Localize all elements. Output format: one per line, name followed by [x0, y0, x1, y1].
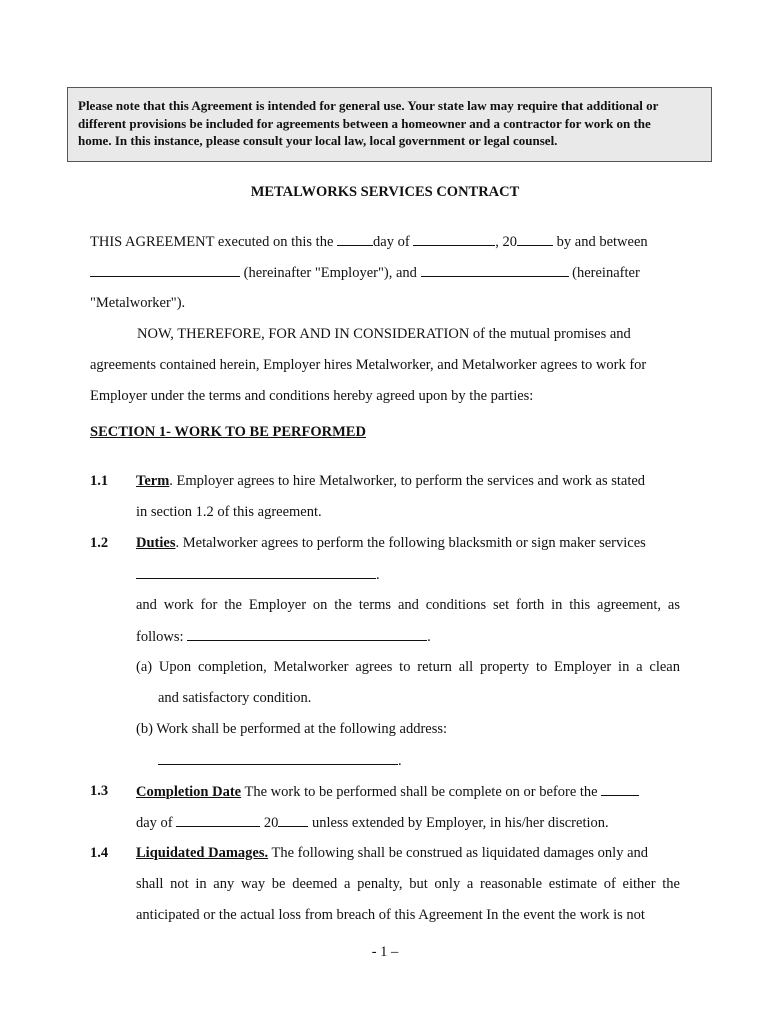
clause-1-3-line-2 — [136, 814, 609, 832]
employer-name-blank[interactable] — [90, 264, 240, 277]
intro-line-1 — [90, 233, 648, 251]
completion-month-blank[interactable] — [176, 814, 260, 827]
clause-1-3-number: 1.3 — [90, 783, 109, 799]
section-1-heading: SECTION 1- WORK TO BE PERFORMED — [90, 424, 366, 440]
services-blank-line: . — [136, 566, 380, 584]
clause-text: The following shall be construed as liquidated damages only and — [268, 845, 649, 861]
clause-1-4-title: Liquidated Damages. — [136, 845, 269, 861]
clause-text: The work to be performed shall be complete on or before the — [241, 784, 602, 800]
metalworker-name-blank[interactable] — [421, 264, 569, 277]
intro-text: by and between — [553, 234, 648, 250]
clause-1-1-line-1 — [136, 473, 645, 490]
clause-1-2-line-3: follows: . — [136, 629, 431, 645]
clause-1-1-title: Term — [136, 473, 170, 489]
document-title: METALWORKS SERVICES CONTRACT — [250, 184, 520, 200]
intro-line-6: Employer under the terms and conditions hereby agreed upon by the parties: — [90, 388, 534, 404]
year-blank[interactable] — [517, 233, 553, 246]
intro-text: (hereinafter "Employer"), and — [240, 265, 421, 281]
clause-1-2-line-1 — [136, 535, 646, 552]
general-use-notice-box — [67, 87, 712, 162]
clause-1-4-line-2: shall not in any way be deemed a penalty, but only a reasonable estimate of either the — [136, 876, 680, 892]
notice-line-2: different provisions be included for agreements between a homeowner and a contractor for work on the — [78, 115, 651, 131]
clause-1-1-line-2: in section 1.2 of this agreement. — [136, 504, 322, 520]
work-address-blank[interactable] — [158, 752, 398, 765]
clause-1-3-title: Completion Date — [136, 784, 242, 800]
address-blank-line: . — [158, 752, 402, 770]
clause-text: follows: — [136, 629, 188, 645]
clause-1-2-title: Duties — [136, 535, 176, 551]
clause-1-4-line-1 — [136, 845, 648, 862]
work-description-blank[interactable] — [187, 628, 427, 641]
notice-line-3: home. In this instance, please consult your local law, local government or legal counsel. — [78, 133, 558, 148]
clause-1-4-line-3: anticipated or the actual loss from breach of this Agreement In the event the work is not — [136, 907, 645, 923]
clause-1-2-number: 1.2 — [90, 535, 109, 551]
notice-line-1: Please note that this Agreement is intended for general use. Your state law may require that additional or — [78, 98, 659, 113]
intro-text: day of — [373, 234, 414, 250]
completion-year-blank[interactable] — [278, 814, 308, 827]
intro-text: THIS AGREEMENT executed on this the — [90, 234, 338, 250]
day-blank[interactable] — [337, 233, 373, 246]
clause-text: 20 — [260, 815, 279, 831]
services-blank[interactable] — [136, 566, 376, 579]
clause-1-2-line-2: and work for the Employer on the terms and conditions set forth in this agreement, as — [136, 597, 680, 613]
clause-1-1-number: 1.1 — [90, 473, 109, 489]
clause-1-3-line-1 — [136, 783, 639, 801]
intro-text: , 20 — [495, 234, 518, 250]
page-number: - 1 – — [371, 944, 399, 960]
clause-text: . Metalworker agrees to perform the following blacksmith or sign maker services — [175, 535, 646, 551]
completion-day-blank[interactable] — [601, 783, 639, 796]
intro-line-2 — [90, 264, 640, 282]
intro-text: (hereinafter — [568, 265, 640, 281]
clause-1-2-a-line-1: (a) Upon completion, Metalworker agrees to return all property to Employer in a clean — [136, 659, 680, 675]
clause-text: day of — [136, 815, 177, 831]
month-blank[interactable] — [413, 233, 495, 246]
clause-text: unless extended by Employer, in his/her discretion. — [308, 815, 609, 831]
clause-1-2-b-line-1: (b) Work shall be performed at the following address: — [136, 721, 448, 737]
clause-1-4-number: 1.4 — [90, 845, 109, 861]
intro-line-5: agreements contained herein, Employer hires Metalworker, and Metalworker agrees to work for — [90, 357, 647, 373]
clause-text: . Employer agrees to hire Metalworker, to perform the services and work as stated — [169, 473, 646, 489]
clause-1-2-a-line-2: and satisfactory condition. — [158, 690, 312, 706]
intro-line-3: "Metalworker"). — [90, 295, 186, 311]
intro-line-4: NOW, THEREFORE, FOR AND IN CONSIDERATION of the mutual promises and — [137, 326, 631, 342]
